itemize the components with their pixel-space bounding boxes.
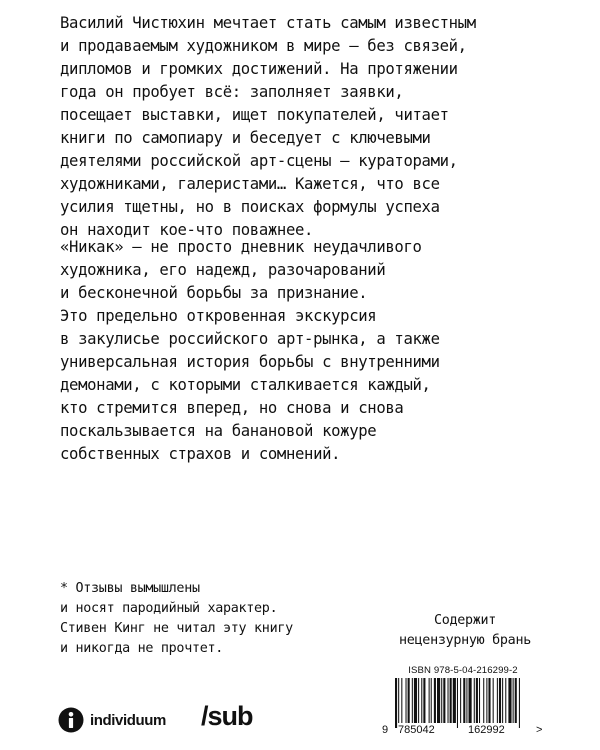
text-line: дипломов и громких достижений. На протяжении (60, 60, 458, 78)
barcode-digits (382, 724, 544, 737)
barcode-quiet-zone-mark: > (536, 724, 543, 736)
isbn-label: ISBN 978-5-04-216299-2 (408, 665, 518, 676)
barcode-bar (421, 678, 422, 723)
barcode-digits-right: 162992 (468, 724, 505, 736)
barcode-bar (453, 678, 456, 723)
text-line: нецензурную брань (399, 633, 531, 648)
text-line: Содержит (433, 613, 497, 628)
barcode-bar (423, 678, 425, 723)
barcode-bar (429, 678, 430, 723)
barcode-bar (437, 678, 440, 723)
barcode-bar (486, 678, 487, 723)
text-line: демонами, с которыми сталкивается каждый, (60, 376, 431, 394)
barcode-bar (441, 678, 442, 723)
barcode-bar (463, 678, 465, 723)
barcode-bar (398, 678, 399, 723)
barcode-bar (431, 678, 432, 723)
text-line: и бесконечной борьбы за признание. (60, 284, 368, 302)
barcode-bar (493, 678, 494, 723)
barcode-digit-lead: 9 (382, 724, 389, 736)
text-line: собственных страхов и сомнений. (60, 445, 341, 463)
barcode-bar (460, 678, 461, 723)
barcode-bar (508, 678, 511, 723)
individuum-logo (58, 706, 166, 734)
barcode-bar (448, 678, 449, 723)
barcode-bar (418, 678, 419, 723)
sub-logo: /sub (201, 701, 253, 731)
text-line: посещает выставки, ищет покупателей, читает (60, 106, 449, 124)
text-line: кто стремится вперед, но снова и снова (60, 399, 404, 417)
barcode-bar (466, 678, 467, 723)
text-line: * Отзывы вымышлены (60, 581, 200, 596)
description-paragraph-2 (60, 236, 440, 466)
text-line: и носят пародийный характер. (60, 601, 278, 616)
barcode-bar (499, 678, 501, 723)
barcode-bar (408, 678, 410, 723)
barcode-bar (505, 678, 506, 723)
barcode-digits-left: 785042 (398, 724, 435, 736)
individuum-icon (58, 707, 84, 733)
barcode-bar (457, 678, 458, 728)
text-line: в закулисье российского арт-рынка, а также (60, 330, 440, 348)
text-line: художника, его надежд, разочарований (60, 261, 386, 279)
text-line: он находит кое-что поважнее. (60, 221, 314, 239)
barcode-bar (502, 678, 503, 723)
barcode-bar (412, 678, 413, 723)
barcode-bar (515, 678, 517, 723)
isbn-barcode (382, 665, 544, 737)
text-line: поскальзывается на банановой кожуре (60, 422, 377, 440)
barcode-bar (406, 678, 407, 723)
text-line: художниками, галеристами… Кажется, что все (60, 175, 440, 193)
text-line: книги по самопиару и беседует с ключевыми (60, 129, 431, 147)
barcode-bar (469, 678, 472, 723)
text-line: усилия тщетны, но в поисках формулы успеха (60, 198, 440, 216)
barcode-bar (414, 678, 417, 723)
barcode-bar (443, 678, 445, 723)
text-line: деятелями российской арт-сцены — кураторами, (60, 152, 458, 170)
barcode-bar (434, 678, 436, 723)
barcode-bar (513, 678, 514, 723)
barcode-bar (395, 678, 397, 728)
barcode-bar (474, 678, 475, 723)
barcode-bars (385, 678, 541, 728)
barcode-bar (519, 678, 520, 728)
barcode-bar (476, 678, 478, 723)
text-line: и никогда не прочтет. (60, 641, 223, 656)
content-warning (392, 611, 538, 651)
barcode-bar (488, 678, 490, 723)
text-line: Стивен Кинг не читал эту книгу (60, 621, 293, 636)
individuum-wordmark: individuum (90, 711, 166, 729)
barcode-bar (401, 678, 402, 723)
text-line: универсальная история борьбы с внутренними (60, 353, 440, 371)
barcode-bar (450, 678, 452, 723)
barcode-bar (483, 678, 484, 723)
barcode-bar (479, 678, 480, 723)
text-line: Василий Чистюхин мечтает стать самым известным (60, 14, 476, 32)
text-line: «Никак» — не просто дневник неудачливого (60, 238, 422, 256)
review-disclaimer-footnote (60, 579, 293, 659)
barcode-bar (497, 678, 498, 723)
text-line: года он пробует всё: заполняет заявки, (60, 83, 404, 101)
text-line: и продаваемым художником в мире — без связей, (60, 37, 467, 55)
text-line: Это предельно откровенная экскурсия (60, 307, 377, 325)
description-paragraph-1 (60, 12, 476, 242)
